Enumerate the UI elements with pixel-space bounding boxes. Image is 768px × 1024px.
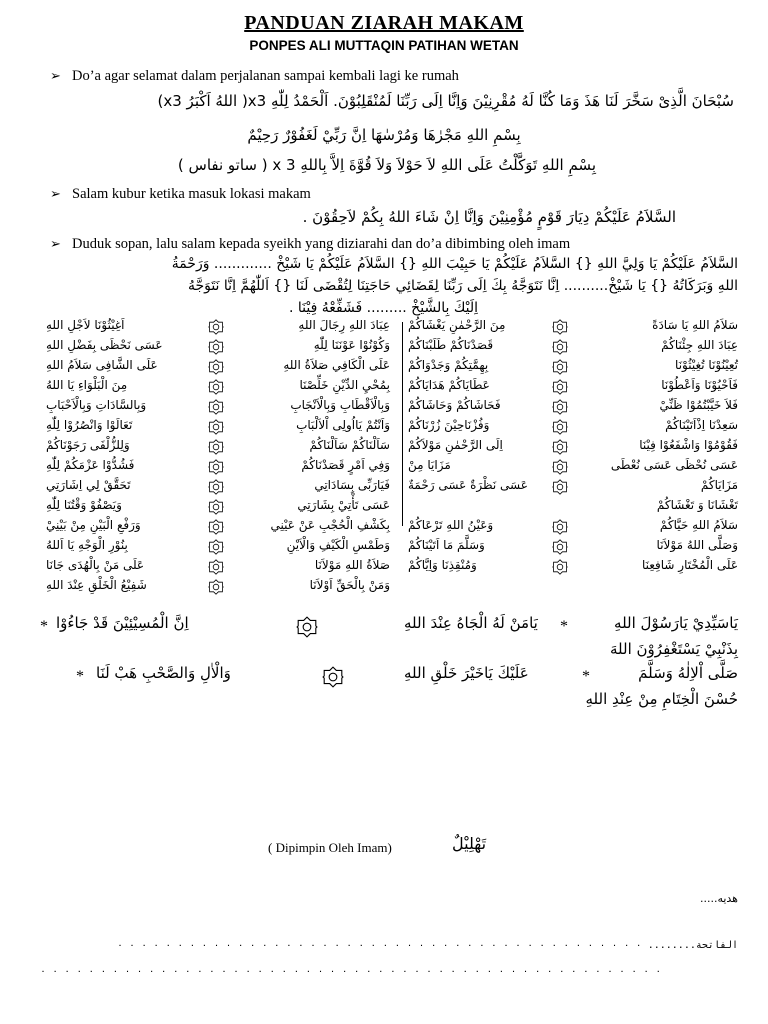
star-marker: * — [40, 618, 48, 635]
separator-wrapper — [552, 419, 568, 435]
poem-verse-second: تَعَالَوْا وَانْصُرُوْا لِلّٰهِ — [46, 418, 133, 432]
poem-verse-first: بِكَشْفِ الْحُجْبِ عَنْ عَيْنِي — [270, 518, 390, 532]
poem-verse-second: وَعَيْنُ اللهِ تَرْعَاكُمْ — [408, 518, 494, 532]
closing-line: يَاسَيِّدِيْ يَارَسُوْلَ اللهِ — [614, 614, 738, 632]
octagon-star-separator-icon — [552, 379, 568, 395]
separator-wrapper — [208, 559, 224, 575]
poem-verse-second: قَصَدْنَاكُمْ طَلَبْنَاكُمْ — [408, 338, 494, 352]
poem-verse-first: فَاَحْيُوْنَا وَاَعْطُوْنَا — [661, 378, 738, 392]
poem-row — [40, 318, 396, 338]
octagon-star-separator-icon — [552, 459, 568, 475]
separator-wrapper — [552, 479, 568, 495]
poem-row — [40, 378, 396, 398]
separator-wrapper — [552, 359, 568, 375]
separator-wrapper — [208, 359, 224, 375]
octagon-star-separator-icon — [552, 319, 568, 335]
octagon-star-separator-icon — [552, 439, 568, 455]
poem-verse-first: وَصَلَّى اللهُ مَوْلاَنَا — [656, 538, 738, 552]
octagon-star-separator-icon — [208, 399, 224, 415]
poem-verse-second: عَلَى الشَّافِى سَلاَمُ اللهِ — [46, 358, 158, 372]
poem-verse-first: سَعِدْنَا اِذْاَتَيْنَاكُمْ — [665, 418, 738, 432]
poem-verse-second: بِنُوْرِ الْوَجْهِ يَا اَللهُ — [46, 538, 128, 552]
separator-wrapper — [552, 519, 568, 535]
poem-verse-second: اِلَى الرَّحْمٰنِ مَوْلاَكُمْ — [408, 438, 503, 452]
poem-row — [402, 558, 744, 578]
separator-wrapper — [552, 339, 568, 355]
poem-verse-first: عَلَى الْكَافِي صَلاَةُ اللهِ — [283, 358, 390, 372]
arrowhead-bullet-icon: ➢ — [50, 68, 61, 83]
octagon-star-separator-icon — [208, 339, 224, 355]
poem-verse-second: مِنَ الْبَلْوَاءِ يَا اللهُ — [46, 378, 128, 392]
poem-verse-second: اَغِيْثُوْنَا لاَجْلِ اللهِ — [46, 318, 125, 332]
hadiah-label: هديه..... — [699, 892, 738, 905]
poem-row — [402, 318, 744, 338]
separator-wrapper — [208, 319, 224, 335]
poem-verse-first: وَفِي اَمْرٍ قَصَدْنَاكُمْ — [301, 458, 390, 472]
octagon-star-separator-icon — [322, 666, 344, 688]
poem-row — [402, 478, 744, 498]
page-title: PANDUAN ZIARAH MAKAM — [244, 12, 524, 34]
poem-verse-first: عِبَادَ اللهِ رِجَالَ اللهِ — [298, 318, 390, 332]
poem-row — [402, 518, 744, 538]
poem-verse-first: سَلاَمُ اللهِ يَا سَادَةً — [652, 318, 738, 332]
poem-verse-second: تَحَقَّقْ لِي اِشَارَتِي — [46, 478, 131, 492]
octagon-star-separator-icon — [552, 339, 568, 355]
octagon-star-separator-icon — [208, 559, 224, 575]
poem-row — [40, 418, 396, 438]
separator-wrapper — [552, 539, 568, 555]
poem-verse-first: مَزَايَاكُمْ — [700, 478, 738, 492]
separator-wrapper — [208, 539, 224, 555]
poem-verse-first: بِمُحْيِ الدِّيْنِ خَلِّصْنَا — [299, 378, 390, 392]
closing-line: وَالْاٰلِ وَالصَّحْبِ هَبْ لَنَا — [96, 664, 231, 682]
octagon-star-separator-icon — [552, 519, 568, 535]
octagon-star-separator-icon — [208, 479, 224, 495]
poem-verse-first: فَقُوْمُوْا وَاشْفَعُوْا فِيْنَا — [639, 438, 738, 452]
section-heading-sitting — [50, 236, 570, 253]
separator-wrapper — [208, 379, 224, 395]
octagon-star-separator-icon — [552, 419, 568, 435]
closing-line: اِنَّ الْمُسِيْئِيْنَ قَدْ جَاءُوْا — [56, 614, 189, 632]
poem-verse-second: مَزَايَا مِنْ — [408, 458, 451, 472]
separator-wrapper — [552, 559, 568, 575]
separator-wrapper — [208, 339, 224, 355]
arabic-line: اِلَيْكَ بِالشَّيْخْ ......... فَشَفِّعْهُ فِيْنَا . — [288, 300, 478, 316]
octagon-star-separator-icon — [296, 616, 318, 638]
poem-left-column — [40, 318, 396, 600]
page-subtitle: PONPES ALI MUTTAQIN PATIHAN WETAN — [249, 38, 519, 53]
star-marker: * — [582, 668, 590, 685]
poem-verse-first: فَيَارَبِّى بِسَادَاتِي — [314, 478, 390, 492]
garbled-text-line: ٠ ٠ ٠ ٠ ٠ ٠ ٠ ٠ ٠ ٠ ٠ ٠ ٠ ٠ ٠ ٠ ٠ ٠ ٠ ٠ ٠ ٠ ٠ ٠ ٠ ٠ ٠ ٠ ٠ ٠ ٠ ٠ ٠ ٠ ٠ ٠ ٠ ٠ ٠ ٠ ٠ ٠ ٠ ٠ ٠ ٠ ٠ ٠ ٠ ٠ ٠ ٠ — [40, 966, 662, 977]
poem-row — [402, 338, 744, 358]
closing-line: عَلَيْكَ يَاخَيْرَ خَلْقِ اللهِ — [404, 664, 529, 682]
poem-row — [40, 338, 396, 358]
octagon-star-separator-icon — [552, 479, 568, 495]
octagon-star-separator-icon — [552, 539, 568, 555]
poem-verse-first: وَكُوْنُوْا عَوْنَنَا لِلّٰهِ — [313, 338, 390, 352]
poem-verse-first: صَلاَةُ اللهِ مَوْلاَنَا — [314, 558, 390, 572]
separator-wrapper — [208, 439, 224, 455]
poem-row — [40, 538, 396, 558]
octagon-star-separator-icon — [208, 319, 224, 335]
poem-verse-first: عَلَى الْمُخْتَارِ شَافِعِنَا — [641, 558, 738, 572]
closing-line: صَلَّى اْلاِلٰهُ وَسَلَّمَ — [638, 664, 738, 682]
section-heading-text: Duduk sopan, lalu salam kepada syeikh yang diziarahi dan do’a dibimbing oleh imam — [72, 236, 571, 252]
poem-verse-second: مِنَ الرَّحْمٰنِ يَغْشَاكُمْ — [408, 318, 506, 332]
poem-row — [40, 358, 396, 378]
poem-verse-second: فَشُدُّوْا عَزْمَكُمْ لِلّٰهِ — [46, 458, 135, 472]
star-marker: * — [76, 668, 84, 685]
closing-line: يَامَنْ لَهُ الْجَاهُ عِنْدَ اللهِ — [404, 614, 538, 632]
octagon-star-separator-icon — [552, 359, 568, 375]
poem-right-column — [402, 318, 744, 600]
separator-wrapper — [552, 459, 568, 475]
separator-wrapper — [208, 579, 224, 595]
poem-row — [402, 398, 744, 418]
octagon-star-separator-icon — [208, 539, 224, 555]
poem-row — [402, 418, 744, 438]
poem-row — [402, 458, 744, 478]
poem-verse-second: وَبِالسَّادَاتِ وَبِالْاَحْبَابِ — [46, 398, 147, 412]
octagon-star-separator-icon — [552, 559, 568, 575]
poem-verse-first: عَسَى تَأْتِيْ بِشَارَتِي — [297, 498, 390, 512]
arrowhead-bullet-icon: ➢ — [50, 236, 61, 251]
closing-line: حُسْنَ الْخِتَامِ مِنْ عِنْدِ اللهِ — [585, 690, 738, 708]
separator-wrapper — [208, 519, 224, 535]
closing-line: بِذَنْبِيْ يَسْتَغْفِرُوْنَ اللهَ — [610, 640, 738, 658]
octagon-star-separator-icon — [208, 419, 224, 435]
section-heading-travel — [50, 68, 459, 85]
poem-verse-first: عَسَى نُحْظَى عَسَى نُعْطَى — [610, 458, 738, 472]
garbled-text-line: الفاتحة........ ٠ ٠ ٠ ٠ ٠ ٠ ٠ ٠ ٠ ٠ ٠ ٠ ٠ ٠ ٠ ٠ ٠ ٠ ٠ ٠ ٠ ٠ ٠ ٠ ٠ ٠ ٠ ٠ ٠ ٠ ٠ ٠ ٠ ٠ ٠ ٠ ٠ ٠ ٠ ٠ ٠ ٠ ٠ ٠ — [116, 940, 738, 951]
poem-verse-second: وَفُزْنَاحِيْنَ زُرْنَاكُمْ — [408, 418, 490, 432]
poem-verse-second: وَيَصْفُوْ وَقْتُنَا لِلّٰهِ — [46, 498, 122, 512]
section-heading-greeting — [50, 186, 311, 203]
poem-verse-second: عَلَى مَنْ بِالْهُدَى جَانَا — [46, 558, 145, 572]
poem-row — [40, 458, 396, 478]
poem-verse-second: عَسَى نَظْرَةٌ عَسَى رَحْمَةٌ — [408, 478, 528, 492]
poem-verse-second: فَحَاشَاكُمْ وَحَاشَاكُمْ — [408, 398, 501, 412]
separator-wrapper — [208, 499, 224, 515]
poem-row — [40, 398, 396, 418]
arabic-line: السَّلاَمُ عَلَيْكُمْ دِيَارَ قَوْمٍ مُؤْمِنِيْنَ وَاِنَّا اِنْ شَاءَ اللهُ بِكُمْ لاَحِقُوْنَ . — [302, 208, 676, 226]
poem-row — [40, 478, 396, 498]
star-marker: * — [560, 618, 568, 635]
octagon-star-separator-icon — [208, 359, 224, 375]
poem-verse-first: تَغْشَانَا وَ تَغْشَاكُمْ — [656, 498, 738, 512]
separator-wrapper — [208, 479, 224, 495]
separator-wrapper — [552, 319, 568, 335]
arrowhead-bullet-icon: ➢ — [50, 186, 61, 201]
imam-label: ( Dipimpin Oleh Imam) — [268, 840, 392, 855]
poem-verse-first: سَلاَمُ اللهِ حَيَّاكُمْ — [659, 518, 738, 532]
poem-row — [402, 538, 744, 558]
poem-verse-second: وَسَلَّمَ مَا اَتَيْنَاكُمْ — [408, 538, 485, 552]
octagon-star-separator-icon — [552, 399, 568, 415]
poem-row — [402, 438, 744, 458]
arabic-line: سُبْحَانَ الَّذِىْ سَخَّرَ لَنَا هَذَ وَمَا كُنَّا لَهُ مُقْرِنِيْنَ وَاِنَّا اِلَى رَبِّنَا لَمُنْقَلِبُوْنَ. اَلْحَمْدُ لِلّٰهِ x3( اللهُ اَكْبَرُ x3) — [157, 92, 734, 110]
poem-verse-second: وَمُنْقِذِنَا وَاِيَّاكُمْ — [408, 558, 477, 572]
poem-verse-second: عَسَى نَحْظَى بِفَضْلِ اللهِ — [46, 338, 163, 352]
poem-verse-first: عِبَادَ اللهِ جِئْنَاكُمْ — [661, 338, 738, 352]
separator-wrapper — [208, 459, 224, 475]
poem-verse-first: وَمَنْ بِالْحَقِّ اَوْلاَنَا — [309, 578, 390, 592]
separator-wrapper — [552, 379, 568, 395]
poem-verse-second: عَطَايَاكُمْ هَدَايَاكُمْ — [408, 378, 490, 392]
separator-wrapper — [552, 439, 568, 455]
poem-row — [40, 558, 396, 578]
poem-verse-second: وَلِلزُّلْفَى رَجَوْنَاكُمْ — [46, 438, 130, 452]
separator-wrapper — [208, 419, 224, 435]
tahlil-label: تَهْلِيْلٌ — [452, 834, 487, 853]
poem-row — [402, 358, 744, 378]
arabic-line: اللهِ وَبَرَكَاتُهُ {} يَا شَيْخْ.......... اِنَّا نَتَوَجَّهُ بِكَ اِلَى رَبِّنَا لِقَضَائِي حَاجَتِنَا لِتُقْضَى لَنَا {} اَللّٰهُمَّ اِنَّا نَتَوَجَّهُ — [187, 278, 738, 294]
octagon-star-separator-icon — [208, 439, 224, 455]
octagon-star-separator-icon — [208, 519, 224, 535]
poem-verse-second: بِهِمَّتِكُمْ وَجَدْوَاكُمْ — [408, 358, 489, 372]
poem-verse-first: وَطَمْسِ الْكَيْفِ وَالْاَيْنِ — [286, 538, 390, 552]
poem-verse-first: فَلاَ خَيَّبْتُمُوْا ظَنِّيْ — [659, 398, 738, 412]
arabic-line: بِسْمِ اللهِ تَوَكَّلْتُ عَلَى اللهِ لاَ حَوْلاَ وَلاَ قُوَّةَ اِلاَّ بِاللهِ x 3 ( ساتو نفاس ) — [177, 156, 596, 174]
poem-verse-first: سَاَلْنَاكُمْ سَاَلْنَاكُمْ — [309, 438, 390, 452]
octagon-star-separator-icon — [208, 379, 224, 395]
poem-verse-second: شَفِيْعُ الْخَلْقِ عِنْدَ اللهِ — [46, 578, 147, 592]
poem-row — [40, 438, 396, 458]
poem-verse-second: وَرَفْعِ الْبَيْنِ مِنْ بَيْنِيْ — [46, 518, 141, 532]
separator-wrapper — [208, 399, 224, 415]
poem-row — [40, 578, 396, 598]
octagon-star-separator-icon — [208, 499, 224, 515]
poem-verse-first: وَاَنْتُمْ يَااُولِى اْلاَلْبَابِ — [296, 418, 390, 432]
poem-verse-first: تُعِيْنُوْنَا تُغِيْثُوْنَا — [675, 358, 738, 372]
separator-wrapper — [552, 399, 568, 415]
octagon-star-separator-icon — [208, 579, 224, 595]
arabic-line: السَّلاَمُ عَلَيْكُمْ يَا وَلِيَّ اللهِ {} السَّلاَمُ عَلَيْكُمْ يَا حَبِيْبَ اللهِ {} السَّلاَمُ عَلَيْكُمْ يَا شَيْخْ ............. وَرَحْمَةُ — [171, 256, 738, 272]
arabic-line: بِسْمِ اللهِ مَجْرٰهَا وَمُرْسٰهَا اِنَّ رَبِّيْ لَغَفُوْرٌ رَحِيْمٌ — [247, 126, 521, 144]
section-heading-text: Salam kubur ketika masuk lokasi makam — [72, 186, 311, 202]
section-heading-text: Do’a agar selamat dalam perjalanan sampai kembali lagi ke rumah — [72, 68, 459, 84]
poem-row — [402, 498, 744, 518]
poem-row — [40, 498, 396, 518]
poem-verse-first: وَبِالْاَقْطَابِ وَبِالْاَنْجَابِ — [290, 398, 390, 412]
octagon-star-separator-icon — [208, 459, 224, 475]
poem-row — [402, 378, 744, 398]
poem-row — [40, 518, 396, 538]
